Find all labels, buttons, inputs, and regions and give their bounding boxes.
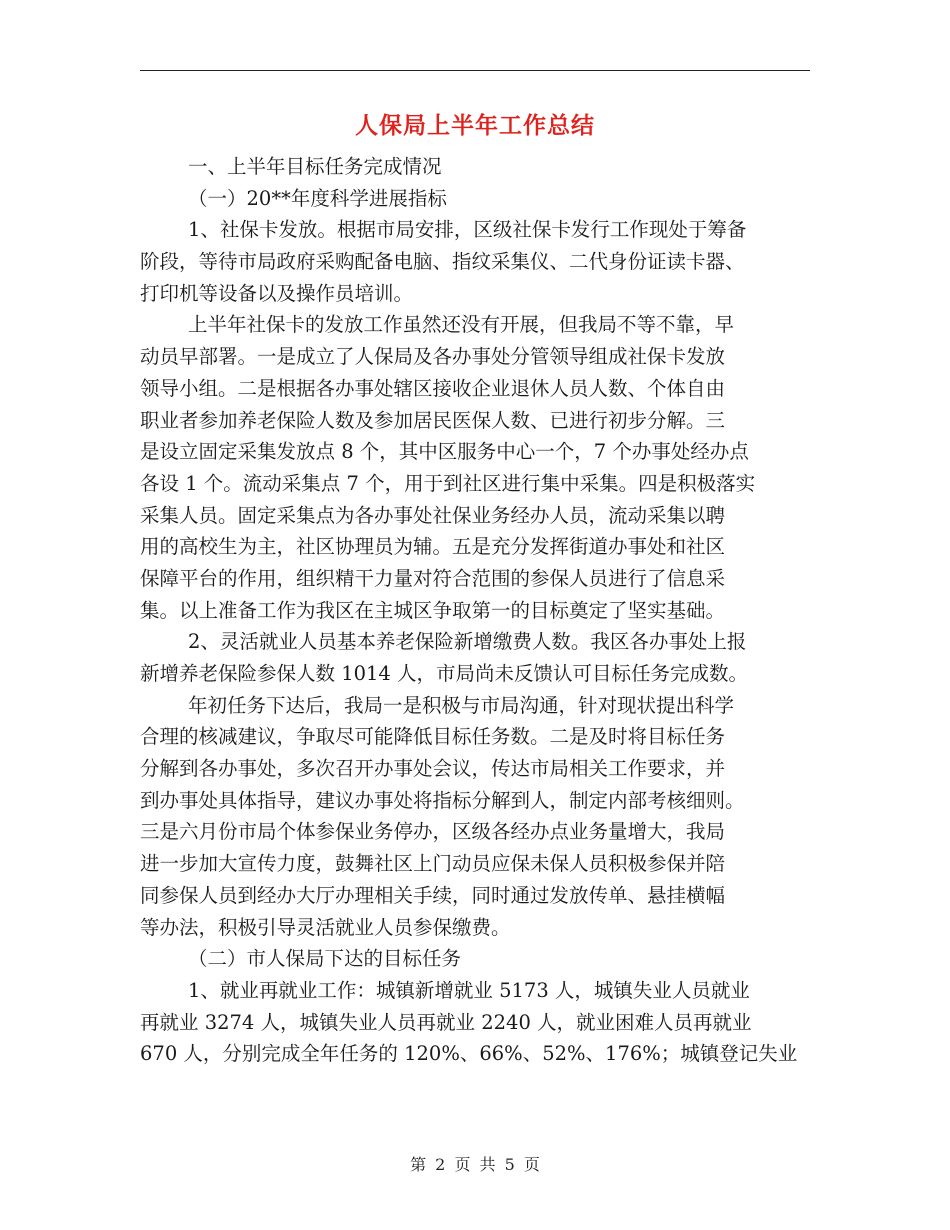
text-line: 集。以上准备工作为我区在主城区争取第一的目标奠定了坚实基础。	[140, 598, 726, 622]
text-line: 年初任务下达后，我局一是积极与市局沟通，针对现状提出科学	[188, 693, 735, 717]
text-line: 进一步加大宣传力度，鼓舞社区上门动员应保未保人员积极参保并陪	[140, 852, 726, 876]
page-number: 第 2 页 共 5 页	[410, 1155, 540, 1174]
header-rule	[140, 70, 810, 71]
text-line: 上半年社保卡的发放工作虽然还没有开展，但我局不等不靠，早	[188, 313, 735, 337]
text-line: 等办法，积极引导灵活就业人员参保缴费。	[140, 915, 511, 939]
text-line: 动员早部署。一是成立了人保局及各办事处分管领导组成社保卡发放	[140, 345, 726, 369]
document-title: 人保局上半年工作总结	[355, 112, 595, 139]
text-line: 分解到各办事处，多次召开办事处会议，传达市局相关工作要求，并	[140, 757, 726, 781]
document-body	[140, 151, 812, 1070]
text-line: 1、社保卡发放。根据市局安排，区级社保卡发行工作现处于筹备	[188, 218, 747, 242]
text-line: 新增养老保险参保人数 1014 人，市局尚未反馈认可目标任务完成数。	[140, 662, 749, 685]
text-line: 领导小组。二是根据各办事处辖区接收企业退休人员人数、个体自由	[140, 376, 726, 400]
text-line: 采集人员。固定采集点为各办事处社保业务经办人员，流动采集以聘	[140, 503, 726, 527]
text-line: 是设立固定采集发放点 8 个，其中区服务中心一个，7 个办事处经办点	[140, 440, 749, 464]
text-line: 职业者参加养老保险人数及参加居民医保人数、已进行初步分解。三	[140, 408, 726, 432]
text-line: 各设 1 个。流动采集点 7 个，用于到社区进行集中采集。四是积极落实	[140, 471, 756, 495]
text-line: （一）20**年度科学进展指标	[188, 186, 447, 210]
text-line: 2、灵活就业人员基本养老保险新增缴费人数。我区各办事处上报	[188, 630, 747, 654]
text-line: 同参保人员到经办大厅办理相关手续，同时通过发放传单、悬挂横幅	[140, 883, 726, 907]
text-line: 用的高校生为主，社区协理员为辅。五是充分发挥街道办事处和社区	[140, 535, 726, 559]
text-line: 合理的核减建议，争取尽可能降低目标任务数。二是及时将目标任务	[140, 725, 726, 749]
text-line: 保障平台的作用，组织精干力量对符合范围的参保人员进行了信息采	[140, 566, 726, 590]
text-line: 阶段，等待市局政府采购配备电脑、指纹采集仪、二代身份证读卡器、	[140, 250, 745, 274]
text-line: 一、上半年目标任务完成情况	[188, 155, 442, 178]
text-line: 1、就业再就业工作：城镇新增就业 5173 人，城镇失业人员就业	[188, 978, 750, 1002]
text-line: 670 人，分别完成全年任务的 120%、66%、52%、176%；城镇登记失业	[140, 1042, 798, 1066]
text-line: 打印机等设备以及操作员培训。	[140, 281, 414, 305]
text-line: 到办事处具体指导，建议办事处将指标分解到人，制定内部考核细则。	[140, 788, 745, 812]
text-line: 三是六月份市局个体参保业务停办，区级各经办点业务量增大，我局	[140, 820, 726, 844]
text-line: 再就业 3274 人，城镇失业人员再就业 2240 人，就业困难人员再就业	[140, 1010, 752, 1034]
text-line: （二）市人保局下达的目标任务	[188, 947, 462, 971]
